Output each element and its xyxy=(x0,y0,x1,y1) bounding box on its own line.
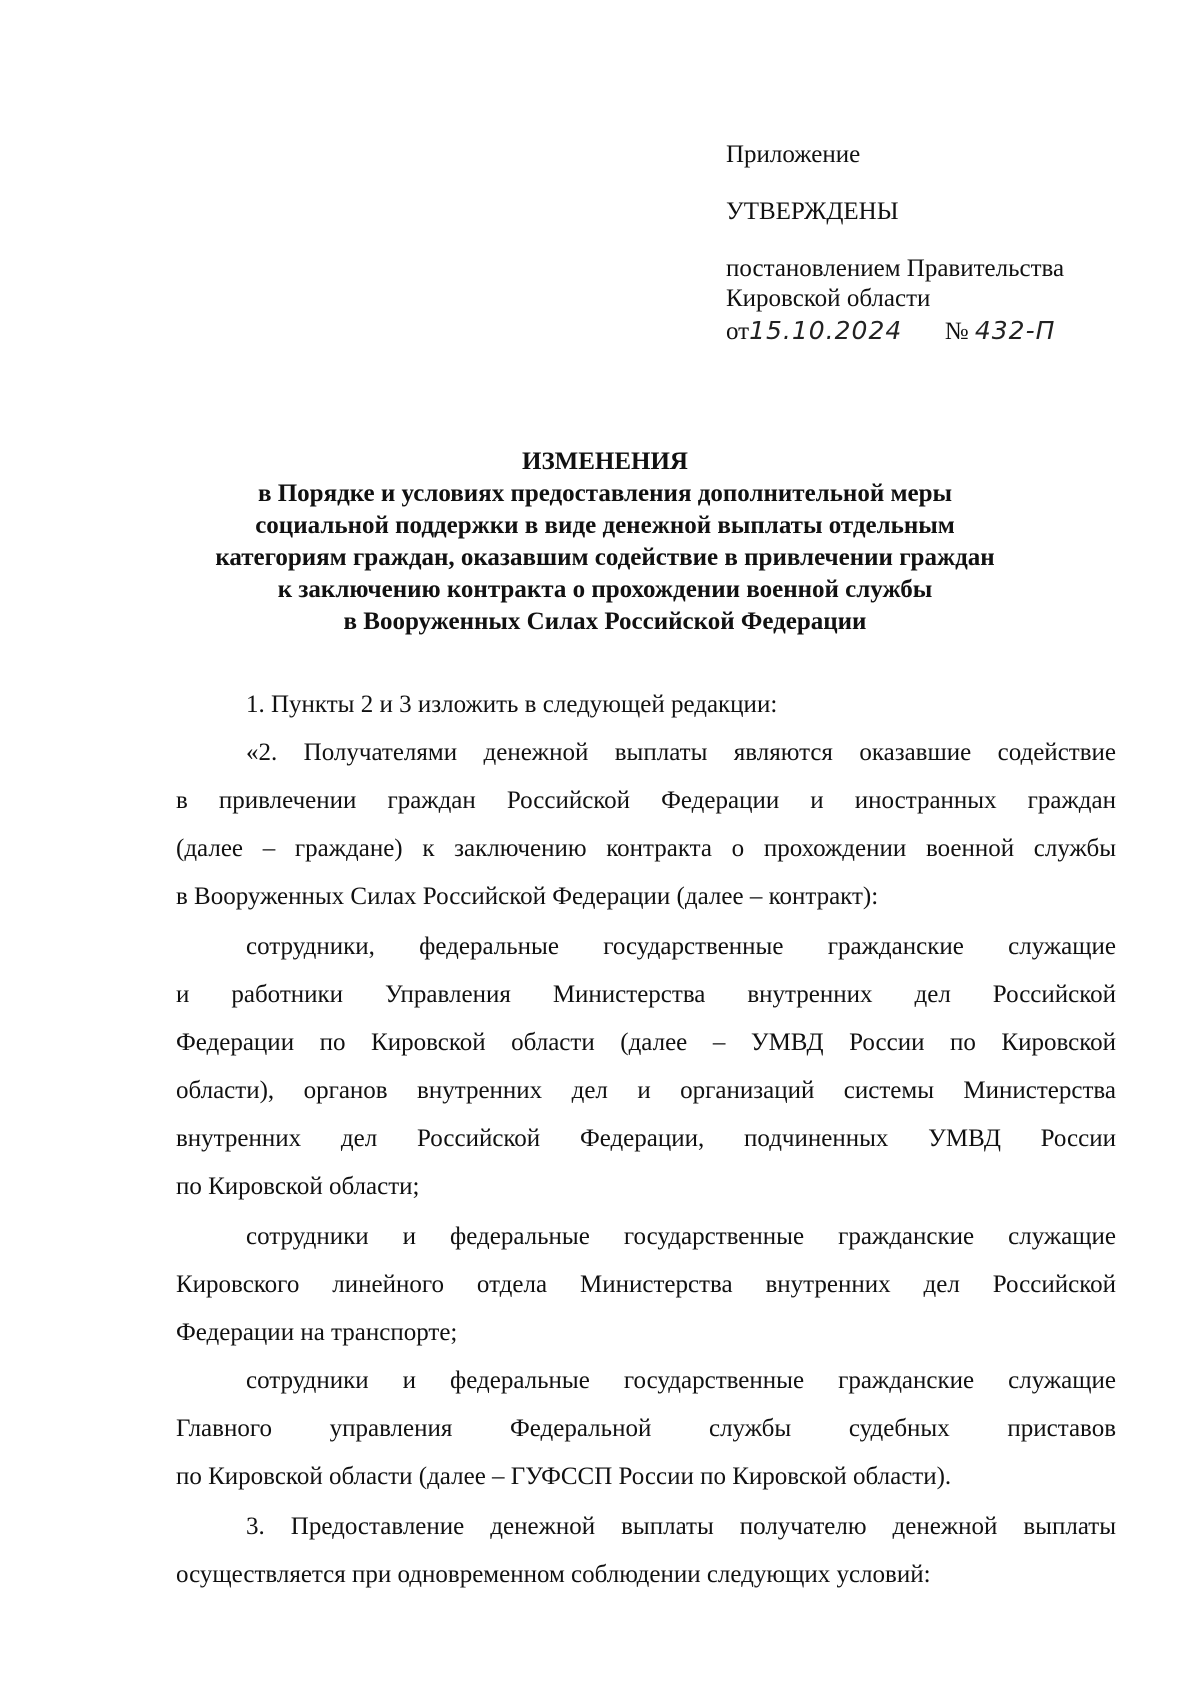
title-line: категориям граждан, оказавшим содействие в привлечении граждан xyxy=(215,544,995,571)
approved-by-line1: постановлением Правительства xyxy=(726,255,1065,282)
body-line: внутренних дел Российской Федерации, подчиненных УМВД России xyxy=(176,1125,1116,1152)
document-title xyxy=(140,446,1070,638)
body-line: сотрудники, федеральные государственные гражданские служащие xyxy=(246,933,1116,960)
approved-by-line2: Кировской области xyxy=(726,285,931,312)
number-prefix: № xyxy=(944,318,969,345)
title-line: в Вооруженных Силах Российской Федерации xyxy=(343,608,867,635)
body-line: по Кировской области; xyxy=(176,1173,420,1200)
approved-label: УТВЕРЖДЕНЫ xyxy=(726,198,899,225)
body-line: Кировского линейного отдела Министерства внутренних дел Российской xyxy=(176,1271,1116,1298)
body-line: области), органов внутренних дел и организаций системы Министерства xyxy=(176,1077,1116,1104)
body-line: в привлечении граждан Российской Федерации и иностранных граждан xyxy=(176,787,1116,814)
body-line: в Вооруженных Силах Российской Федерации (далее – контракт): xyxy=(176,883,879,910)
body-line: «2. Получателями денежной выплаты являются оказавшие содействие xyxy=(246,739,1116,766)
body-line: сотрудники и федеральные государственные гражданские служащие xyxy=(246,1223,1116,1250)
title-line: к заключению контракта о прохождении военной службы xyxy=(277,576,933,603)
decree-date-number xyxy=(726,316,1055,347)
handwritten-number: 432-П xyxy=(974,316,1056,345)
appendix-label: Приложение xyxy=(726,141,861,168)
handwritten-date: 15.10.2024 xyxy=(749,316,903,345)
body-line: Федерации на транспорте; xyxy=(176,1319,458,1346)
body-line: по Кировской области (далее – ГУФССП России по Кировской области). xyxy=(176,1463,952,1490)
body-line: Главного управления Федеральной службы судебных приставов xyxy=(176,1415,1116,1442)
date-prefix: от xyxy=(726,318,750,345)
body-line: Федерации по Кировской области (далее – УМВД России по Кировской xyxy=(176,1029,1116,1056)
title-heading: ИЗМЕНЕНИЯ xyxy=(522,448,688,475)
body-line: и работники Управления Министерства внутренних дел Российской xyxy=(176,981,1116,1008)
body-line: сотрудники и федеральные государственные гражданские служащие xyxy=(246,1367,1116,1394)
title-line: социальной поддержки в виде денежной выплаты отдельным xyxy=(255,512,955,539)
body-line: осуществляется при одновременном соблюдении следующих условий: xyxy=(176,1561,931,1588)
body-line: 3. Предоставление денежной выплаты получателю денежной выплаты xyxy=(246,1513,1116,1540)
body-line: 1. Пункты 2 и 3 изложить в следующей редакции: xyxy=(246,691,778,718)
body-line: (далее – граждане) к заключению контракта о прохождении военной службы xyxy=(176,835,1116,862)
title-line: в Порядке и условиях предоставления дополнительной меры xyxy=(257,480,953,507)
